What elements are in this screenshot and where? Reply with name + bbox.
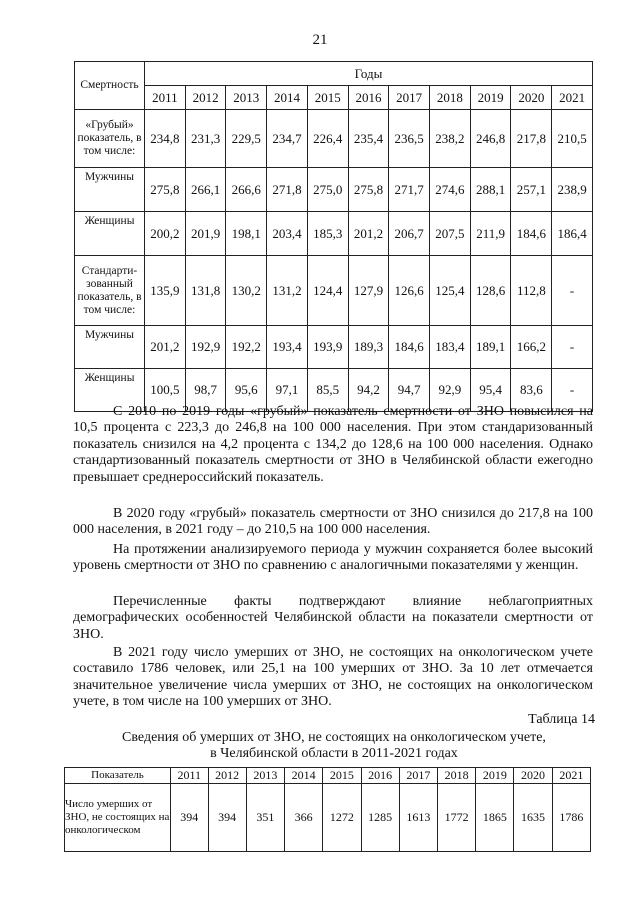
value-cell: 201,9 (185, 212, 226, 256)
value-cell: 1772 (437, 784, 475, 852)
value-cell: 201,2 (348, 212, 389, 256)
year-header: 2014 (267, 86, 308, 110)
row-label: Стандарти-зованный показатель, в том числе: (75, 256, 145, 326)
value-cell: 95,6 (226, 369, 267, 412)
row-label: Мужчины (75, 326, 145, 369)
table-corner-label: Смертность (75, 62, 145, 110)
table-row (75, 326, 593, 369)
value-cell: 127,9 (348, 256, 389, 326)
value-cell: 266,1 (185, 168, 226, 212)
paragraph: На протяжении анализируемого периода у мужчин сохраняется более высокий уровень смертности от ЗНО по сравнению с аналогичными показателями у женщин. (73, 542, 593, 574)
value-cell: 95,4 (470, 369, 511, 412)
year-header: 2014 (285, 768, 323, 784)
value-cell: 1272 (323, 784, 361, 852)
value-cell: 126,6 (389, 256, 430, 326)
value-cell: 124,4 (307, 256, 348, 326)
value-cell: 135,9 (145, 256, 186, 326)
value-cell: 275,8 (145, 168, 186, 212)
value-cell: 235,4 (348, 110, 389, 168)
value-cell: 125,4 (430, 256, 471, 326)
year-header: 2012 (208, 768, 246, 784)
table-row (75, 212, 593, 256)
value-cell: 186,4 (552, 212, 593, 256)
value-cell: 1613 (399, 784, 437, 852)
table-title-line: Сведения об умерших от ЗНО, не состоящих на онкологическом учете, (122, 730, 546, 745)
value-cell: 234,7 (267, 110, 308, 168)
value-cell: 206,7 (389, 212, 430, 256)
value-cell: 189,1 (470, 326, 511, 369)
table-row (75, 256, 593, 326)
value-cell: 274,6 (430, 168, 471, 212)
value-cell: 366 (285, 784, 323, 852)
value-cell: 166,2 (511, 326, 552, 369)
row-label: «Грубый» показатель, в том числе: (75, 110, 145, 168)
value-cell: - (552, 326, 593, 369)
table-title (73, 730, 595, 761)
value-cell: 97,1 (267, 369, 308, 412)
value-cell: 192,2 (226, 326, 267, 369)
value-cell: 238,2 (430, 110, 471, 168)
value-cell: 85,5 (307, 369, 348, 412)
table-row (75, 110, 593, 168)
value-cell: 275,0 (307, 168, 348, 212)
year-header: 2011 (171, 768, 209, 784)
value-cell: - (552, 256, 593, 326)
value-cell: 100,5 (145, 369, 186, 412)
year-header: 2018 (430, 86, 471, 110)
year-header: 2021 (552, 86, 593, 110)
value-cell: 131,2 (267, 256, 308, 326)
value-cell: 236,5 (389, 110, 430, 168)
value-cell: 394 (208, 784, 246, 852)
year-header: 2015 (307, 86, 348, 110)
year-header: 2018 (437, 768, 475, 784)
value-cell: 1865 (476, 784, 514, 852)
value-cell: 112,8 (511, 256, 552, 326)
table-row (75, 168, 593, 212)
value-cell: 92,9 (430, 369, 471, 412)
value-cell: 211,9 (470, 212, 511, 256)
years-group-header: Годы (145, 62, 593, 86)
value-cell: 238,9 (552, 168, 593, 212)
value-cell: 394 (171, 784, 209, 852)
value-cell: 271,8 (267, 168, 308, 212)
value-cell: 94,2 (348, 369, 389, 412)
year-header: 2017 (389, 86, 430, 110)
value-cell: 83,6 (511, 369, 552, 412)
value-cell: 229,5 (226, 110, 267, 168)
value-cell: 226,4 (307, 110, 348, 168)
value-cell: 192,9 (185, 326, 226, 369)
value-cell: 203,4 (267, 212, 308, 256)
value-cell: 246,8 (470, 110, 511, 168)
year-header: 2019 (470, 86, 511, 110)
value-cell: 131,8 (185, 256, 226, 326)
year-header: 2011 (145, 86, 186, 110)
unregistered-deaths-table (64, 767, 591, 852)
header-label: Показатель (65, 768, 171, 784)
table-number: Таблица 14 (528, 712, 595, 727)
row-label: Женщины (75, 369, 145, 412)
year-header: 2016 (361, 768, 399, 784)
value-cell: 128,6 (470, 256, 511, 326)
page-number: 21 (312, 32, 328, 48)
year-header: 2015 (323, 768, 361, 784)
value-cell: 210,5 (552, 110, 593, 168)
value-cell: 1786 (552, 784, 590, 852)
row-label: Число умерших от ЗНО, не состоящих на онкологическом (65, 784, 171, 852)
value-cell: 193,9 (307, 326, 348, 369)
value-cell: 207,5 (430, 212, 471, 256)
year-header: 2016 (348, 86, 389, 110)
paragraph: В 2020 году «грубый» показатель смертности от ЗНО снизился до 217,8 на 100 000 населения, в 2021 году – до 210,5 на 100 000 населения. (73, 506, 593, 538)
value-cell: 231,3 (185, 110, 226, 168)
paragraph: С 2010 по 2019 годы «грубый» показатель смертности от ЗНО повысился на 10,5 процента с 223,3 до 246,8 на 100 000 населения. При этом стандаризованный показатель снизился на 4,2 процента с 134,2 до 128,6 на 100 000 населения. Однако стандартизованный показатель смертности от ЗНО в Челябинской области ежегодно превышает среднероссийский показатель. (73, 404, 593, 485)
value-cell: 288,1 (470, 168, 511, 212)
year-header: 2017 (399, 768, 437, 784)
value-cell: 183,4 (430, 326, 471, 369)
value-cell: 217,8 (511, 110, 552, 168)
value-cell: 275,8 (348, 168, 389, 212)
value-cell: 94,7 (389, 369, 430, 412)
value-cell: 266,6 (226, 168, 267, 212)
value-cell: - (552, 369, 593, 412)
value-cell: 198,1 (226, 212, 267, 256)
value-cell: 184,6 (511, 212, 552, 256)
year-header: 2013 (246, 768, 284, 784)
value-cell: 1635 (514, 784, 552, 852)
value-cell: 193,4 (267, 326, 308, 369)
paragraph: В 2021 году число умерших от ЗНО, не состоящих на онкологическом учете составило 1786 человек, или 25,1 на 100 умерших от ЗНО. За 10 лет отмечается значительное увеличение числа умерших от ЗНО, не состоящих на онкологическом учете, в том числе на 100 умерших от ЗНО. (73, 645, 593, 710)
value-cell: 98,7 (185, 369, 226, 412)
value-cell: 201,2 (145, 326, 186, 369)
value-cell: 234,8 (145, 110, 186, 168)
value-cell: 130,2 (226, 256, 267, 326)
value-cell: 1285 (361, 784, 399, 852)
row-label: Мужчины (75, 168, 145, 212)
value-cell: 200,2 (145, 212, 186, 256)
value-cell: 351 (246, 784, 284, 852)
value-cell: 185,3 (307, 212, 348, 256)
value-cell: 189,3 (348, 326, 389, 369)
year-header: 2013 (226, 86, 267, 110)
year-header: 2020 (511, 86, 552, 110)
row-label: Женщины (75, 212, 145, 256)
year-header: 2012 (185, 86, 226, 110)
year-header: 2020 (514, 768, 552, 784)
year-header: 2019 (476, 768, 514, 784)
table-title-line: в Челябинской области в 2011-2021 годах (210, 745, 458, 761)
year-header: 2021 (552, 768, 590, 784)
value-cell: 184,6 (389, 326, 430, 369)
value-cell: 271,7 (389, 168, 430, 212)
value-cell: 257,1 (511, 168, 552, 212)
mortality-table (74, 61, 593, 412)
paragraph: Перечисленные факты подтверждают влияние неблагоприятных демографических особенностей Челябинской области на показатели смертности от ЗНО. (73, 594, 593, 642)
